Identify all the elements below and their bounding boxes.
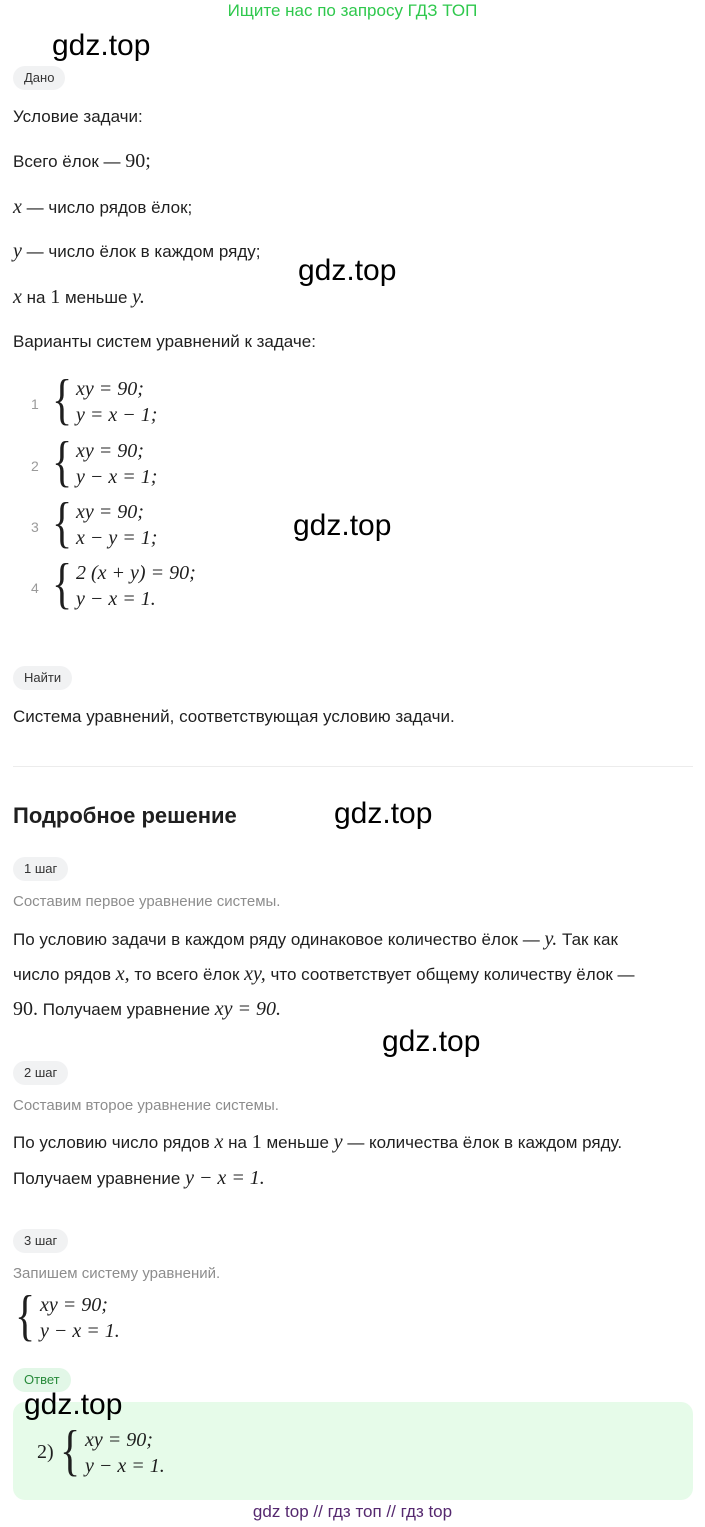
brace-icon: { bbox=[60, 1420, 81, 1482]
watermark: gdz.top bbox=[24, 1388, 123, 1421]
equation: xy = 90; bbox=[76, 378, 144, 400]
equation: xy = 90; bbox=[40, 1294, 108, 1316]
brace-icon: { bbox=[52, 431, 73, 493]
brace-icon: { bbox=[52, 553, 73, 615]
find-text: Система уравнений, соответствующая условию задачи. bbox=[13, 707, 455, 726]
watermark: gdz.top bbox=[293, 509, 392, 542]
variant-number: 2 bbox=[31, 458, 39, 474]
watermark: gdz.top bbox=[52, 29, 151, 62]
brace-icon: { bbox=[15, 1285, 36, 1347]
equation: 2 (x + y) = 90; bbox=[76, 562, 196, 584]
equation: xy = 90; bbox=[76, 501, 144, 523]
equation: y − x = 1; bbox=[76, 466, 158, 488]
given-chip: Дано bbox=[13, 66, 65, 90]
variant-number: 3 bbox=[31, 519, 39, 535]
step-chip: 2 шаг bbox=[13, 1061, 68, 1085]
solution-title: Подробное решение bbox=[13, 803, 237, 828]
variant-number: 1 bbox=[31, 396, 39, 412]
step-subtitle: Составим первое уравнение системы. bbox=[13, 893, 281, 910]
footer-links[interactable]: gdz top // гдз топ // гдз top bbox=[252, 1502, 453, 1521]
find-chip: Найти bbox=[13, 666, 72, 690]
given-line: y — число ёлок в каждом ряду; bbox=[13, 240, 261, 262]
divider bbox=[13, 766, 693, 767]
equation: y − x = 1. bbox=[76, 588, 156, 610]
equation: x − y = 1; bbox=[76, 527, 158, 549]
step-subtitle: Составим второе уравнение системы. bbox=[13, 1097, 279, 1114]
variant-number: 4 bbox=[31, 580, 39, 596]
step-chip: 3 шаг bbox=[13, 1229, 68, 1253]
equation: xy = 90; bbox=[85, 1429, 153, 1451]
brace-icon: { bbox=[52, 369, 73, 431]
equation: y = x − 1; bbox=[76, 404, 158, 426]
step-subtitle: Запишем систему уравнений. bbox=[13, 1265, 221, 1282]
equation: xy = 90; bbox=[76, 440, 144, 462]
given-line: x — число рядов ёлок; bbox=[13, 196, 193, 218]
answer-label: 2) bbox=[37, 1441, 54, 1463]
step-text: По условию число рядов x на 1 меньше y — количества ёлок в каждом ряду. bbox=[13, 1131, 623, 1153]
step-text: По условию задачи в каждом ряду одинаковое количество ёлок — y. Так как bbox=[13, 928, 618, 950]
watermark: gdz.top bbox=[334, 797, 433, 830]
step-text: число рядов x, то всего ёлок xy, что соответствует общему количеству ёлок — bbox=[13, 963, 635, 985]
brace-icon: { bbox=[52, 492, 73, 554]
watermark: gdz.top bbox=[298, 254, 397, 287]
top-banner[interactable]: Ищите нас по запросу ГДЗ ТОП bbox=[227, 1, 478, 20]
given-line: Всего ёлок — 90; bbox=[13, 150, 151, 172]
answer-chip: Ответ bbox=[13, 1368, 71, 1392]
given-title: Условие задачи: bbox=[13, 107, 143, 126]
watermark: gdz.top bbox=[382, 1025, 481, 1058]
equation: y − x = 1. bbox=[85, 1455, 165, 1477]
step-text: 90. Получаем уравнение xy = 90. bbox=[13, 998, 282, 1020]
given-line: x на 1 меньше y. bbox=[13, 286, 145, 308]
step-text: Получаем уравнение y − x = 1. bbox=[13, 1167, 265, 1189]
equation: y − x = 1. bbox=[40, 1320, 120, 1342]
step-chip: 1 шаг bbox=[13, 857, 68, 881]
variants-title: Варианты систем уравнений к задаче: bbox=[13, 332, 316, 351]
